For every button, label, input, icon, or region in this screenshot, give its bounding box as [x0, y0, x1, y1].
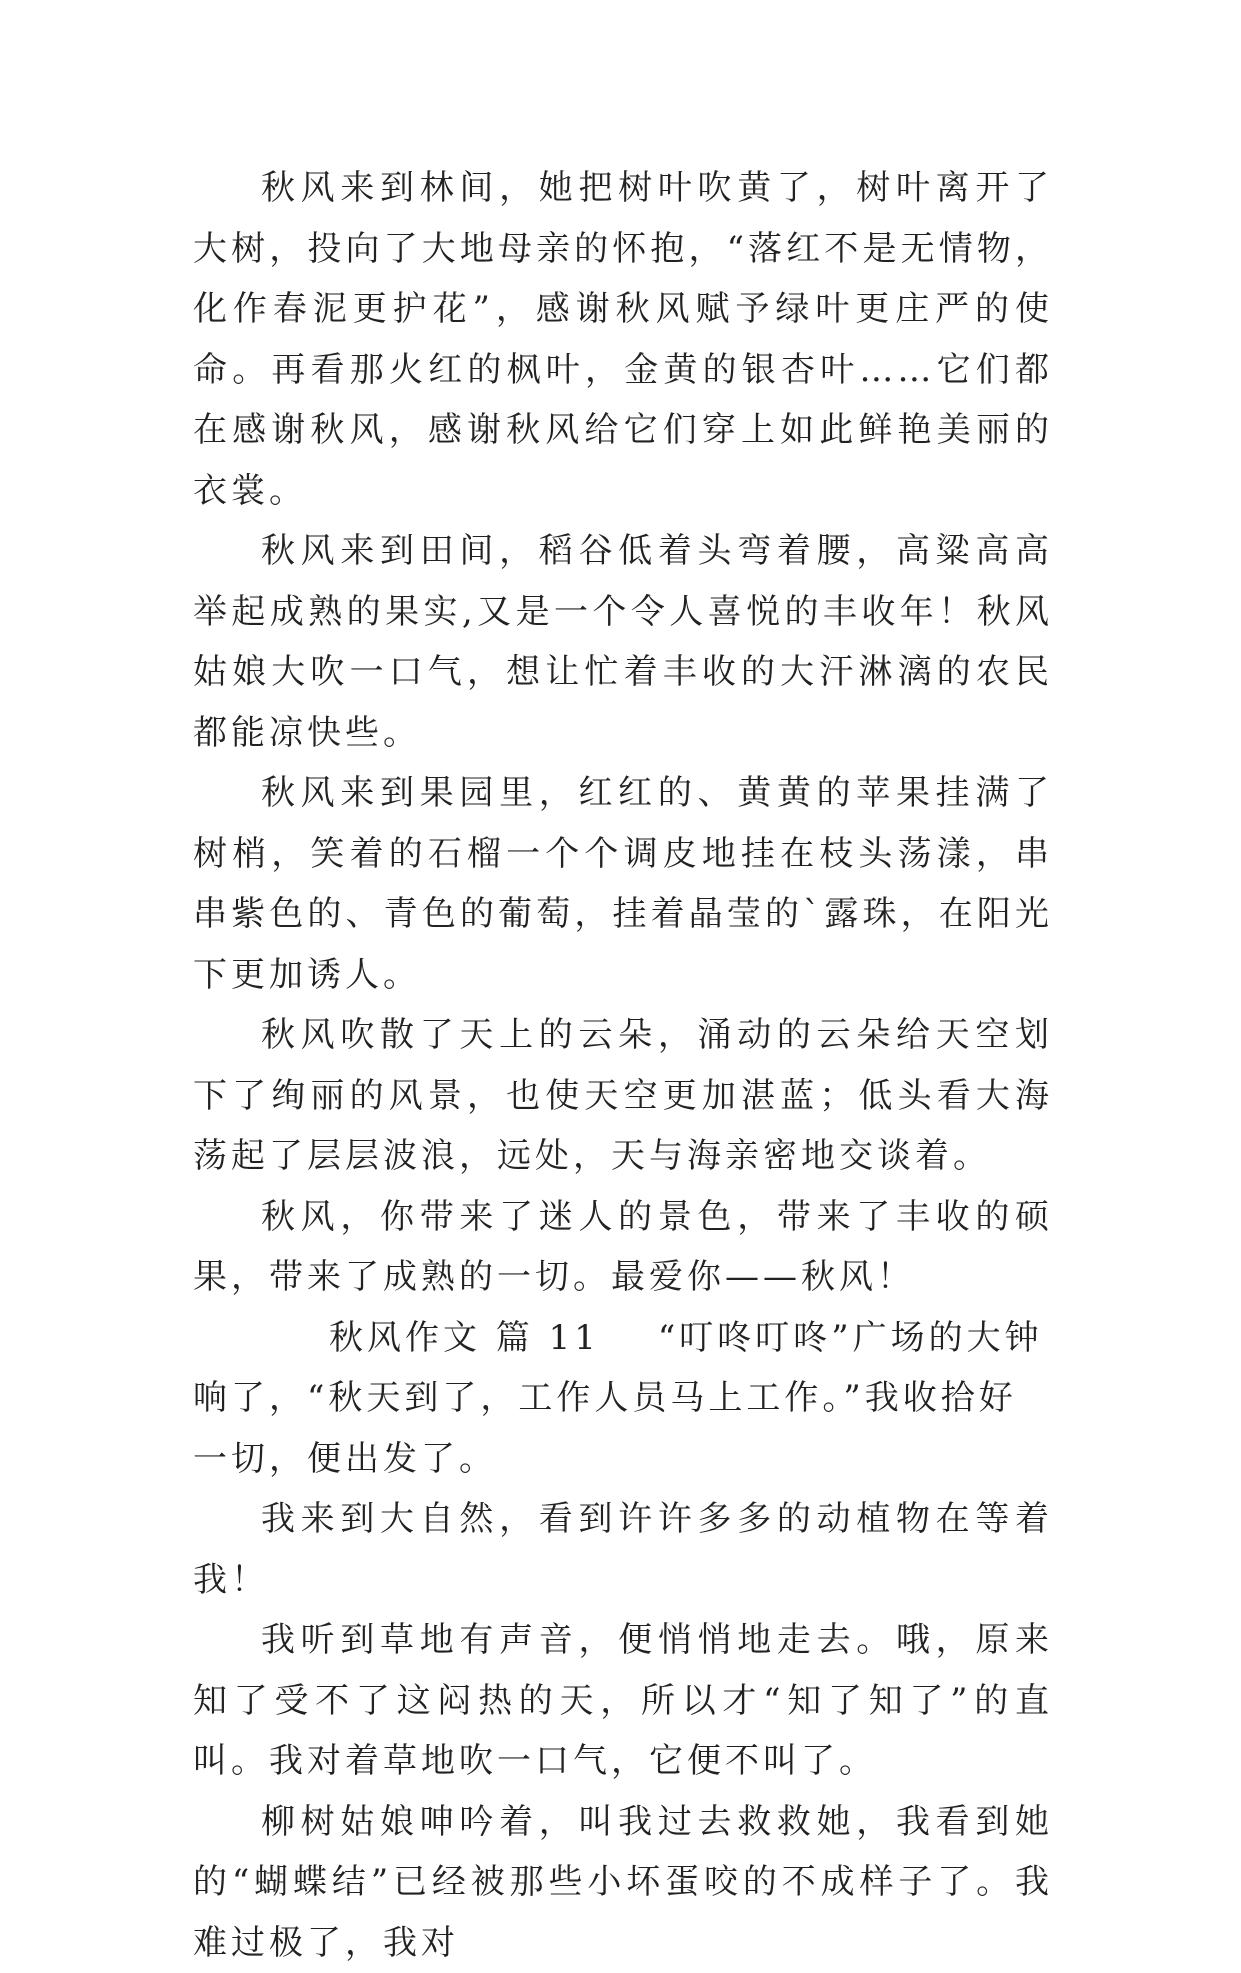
paragraph-nature-arrival: 我来到大自然，看到许许多多的动植物在等着我！ — [193, 1489, 1053, 1610]
paragraph-autumn-wind-orchard: 秋风来到果园里，红红的、黄黄的苹果挂满了树梢，笑着的石榴一个个调皮地挂在枝头荡漾，串串紫色的、青色的葡萄，挂着晶莹的`露珠，在阳光下更加诱人。 — [193, 763, 1053, 1005]
paragraph-willow-tree: 柳树姑娘呻吟着，叫我过去救救她，我看到她的“蝴蝶结”已经被那些小坏蛋咬的不成样子了。我难过极了，我对 — [193, 1792, 1053, 1973]
paragraph-autumn-wind-conclusion: 秋风，你带来了迷人的景色，带来了丰收的硕果，带来了成熟的一切。最爱你——秋风！ — [193, 1187, 1053, 1308]
paragraph-autumn-wind-sky-sea: 秋风吹散了天上的云朵，涌动的云朵给天空划下了绚丽的风景，也使天空更加湛蓝；低头看大海荡起了层层波浪，远处，天与海亲密地交谈着。 — [193, 1005, 1053, 1187]
paragraph-cicada-grass: 我听到草地有声音，便悄悄地走去。哦，原来知了受不了这闷热的天，所以才“知了知了”的直叫。我对着草地吹一口气，它便不叫了。 — [193, 1610, 1053, 1792]
document-page — [193, 158, 1053, 1973]
paragraph-autumn-wind-forest: 秋风来到林间，她把树叶吹黄了，树叶离开了大树，投向了大地母亲的怀抱，“落红不是无情物，化作春泥更护花”，感谢秋风赋予绿叶更庄严的使命。再看那火红的枫叶，金黄的银杏叶……它们都在感谢秋风，感谢秋风给它们穿上如此鲜艳美丽的衣裳。 — [193, 158, 1053, 521]
paragraph-autumn-wind-field: 秋风来到田间，稻谷低着头弯着腰，高粱高高举起成熟的果实,又是一个令人喜悦的丰收年！秋风姑娘大吹一口气，想让忙着丰收的大汗淋漓的农民都能凉快些。 — [193, 521, 1053, 763]
section-first-text: “叮咚叮咚”广场的大钟响了，“秋天到了，工作人员马上工作。”我收拾好一切，便出发了。 — [193, 1318, 1043, 1479]
section-heading-paragraph — [193, 1308, 1053, 1490]
section-heading-label: 秋风作文 篇 11 — [261, 1308, 600, 1369]
